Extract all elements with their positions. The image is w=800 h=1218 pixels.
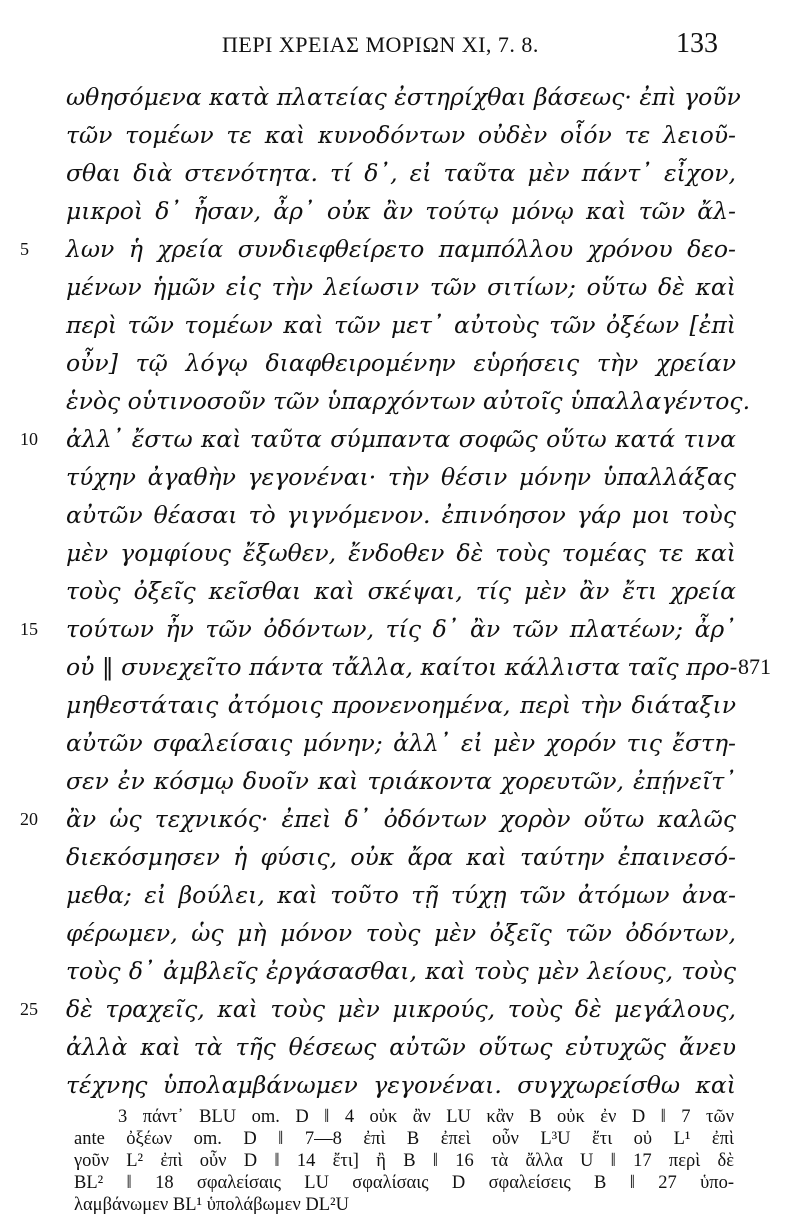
apparatus-line: γοῦν L² ἐπὶ οὖν D ‖ 14 ἔτι] ἢ B ‖ 16 τὰ ἄλλα U ‖ 17 περὶ δὲ [74,1151,734,1171]
apparatus-line: ante ὀξέων om. D ‖ 7—8 ἐπὶ B ἐπεὶ οὖν L³U ἔτι οὐ L¹ ἐπὶ [74,1129,734,1149]
text-line: μεθα; εἰ βούλει, καὶ τοῦτο τῇ τύχῃ τῶν ἀτόμων ἀνα- [66,881,736,909]
text-line: δὲ τραχεῖς, καὶ τοὺς μὲν μικρούς, τοὺς δὲ μεγάλους, [66,995,736,1023]
text-line: μένων ἡμῶν εἰς τὴν λείωσιν τῶν σιτίων; οὕτω δὲ καὶ [66,273,736,301]
text-line: ἀλλὰ καὶ τὰ τῆς θέσεως αὐτῶν οὕτως εὐτυχῶς ἄνευ [66,1033,736,1061]
text-line: μηθεστάταις ἀτόμοις προνενοημένα, περὶ τὴν διάταξιν [66,691,736,719]
apparatus-line: BL² ‖ 18 σφαλείσαις LU σφαλίσαις D σφαλείσεις B ‖ 27 ὑπο- [74,1173,734,1193]
apparatus-line: λαμβάνωμεν BL¹ ὑπολάβωμεν DL²U [74,1195,349,1215]
text-line: οὖν] τῷ λόγῳ διαφθειρομένην εὑρήσεις τὴν χρείαν [66,349,736,377]
margin-reference-number: 871 [738,654,771,679]
text-line: οὐ ‖ συνεχεῖτο πάντα τἄλλα, καίτοι κάλλιστα ταῖς προ- [66,653,738,681]
text-line: μικροὶ δ᾽ ἦσαν, ἆρ᾽ οὐκ ἂν τούτῳ μόνῳ καὶ τῶν ἄλ- [66,197,736,225]
line-number: 25 [20,999,38,1019]
running-title: ΠΕΡΙ ΧΡΕΙΑΣ ΜΟΡΙΩΝ XI, 7. 8. [222,32,539,57]
text-line: αὐτῶν σφαλείσαις μόνην; ἀλλ᾽ εἰ μὲν χορόν τις ἔστη- [66,729,736,757]
text-line: λων ἡ χρεία συνδιεφθείρετο παμπόλλου χρόνου δεο- [66,235,736,263]
text-line: αὐτῶν θέασαι τὸ γιγνόμενον. ἐπινόησον γάρ μοι τοὺς [66,501,736,529]
line-number: 15 [20,619,38,639]
page-number: 133 [676,28,718,59]
text-line: τοὺς ὀξεῖς κεῖσθαι καὶ σκέψαι, τίς μὲν ἂν ἔτι χρεία [66,577,736,605]
text-line: σεν ἐν κόσμῳ δυοῖν καὶ τριάκοντα χορευτῶν, ἐπῄνεῖτ᾽ [66,767,736,795]
text-line: τῶν τομέων τε καὶ κυνοδόντων οὐδὲν οἷόν τε λειοῦ- [66,121,736,149]
text-line: τέχνης ὑπολαμβάνωμεν γεγονέναι. συγχωρείσθω καὶ [66,1071,736,1099]
text-line: φέρωμεν, ὡς μὴ μόνον τοὺς μὲν ὀξεῖς τῶν ὀδόντων, [66,919,736,947]
text-line: ἂν ὡς τεχνικός· ἐπεὶ δ᾽ ὀδόντων χορὸν οὕτω καλῶς [66,805,736,833]
text-line: διεκόσμησεν ἡ φύσις, οὐκ ἄρα καὶ ταύτην ἐπαινεσό- [66,843,736,871]
text-line: περὶ τῶν τομέων καὶ τῶν μετ᾽ αὐτοὺς τῶν ὀξέων [ἐπὶ [66,311,736,339]
line-number: 5 [20,239,29,259]
text-line: σθαι διὰ στενότητα. τί δ᾽, εἰ ταῦτα μὲν πάντ᾽ εἶχον, [66,159,736,187]
text-line: μὲν γομφίους ἔξωθεν, ἔνδοθεν δὲ τοὺς τομέας τε καὶ [66,539,736,567]
text-line: ωθησόμενα κατὰ πλατείας ἐστηρίχθαι βάσεως· ἐπὶ γοῦν [66,83,741,111]
line-number: 10 [20,429,38,449]
text-line: ἑνὸς οὑτινοσοῦν τῶν ὑπαρχόντων αὐτοῖς ὑπαλλαγέντος. [66,387,751,415]
text-line: τύχην ἀγαθὴν γεγονέναι· τὴν θέσιν μόνην ὑπαλλάξας [66,463,736,491]
text-line: ἀλλ᾽ ἔστω καὶ ταῦτα σύμπαντα σοφῶς οὕτω κατά τινα [66,425,736,453]
apparatus-line: 3 πάντ᾽ BLU om. D ‖ 4 οὐκ ἂν LU κἂν B οὐκ ἐν D ‖ 7 τῶν [118,1107,734,1127]
line-number: 20 [20,809,38,829]
text-line: τοὺς δ᾽ ἀμβλεῖς ἐργάσασθαι, καὶ τοὺς μὲν λείους, τοὺς [66,957,736,985]
text-line: τούτων ἦν τῶν ὀδόντων, τίς δ᾽ ἂν τῶν πλατέων; ἆρ᾽ [66,615,736,643]
